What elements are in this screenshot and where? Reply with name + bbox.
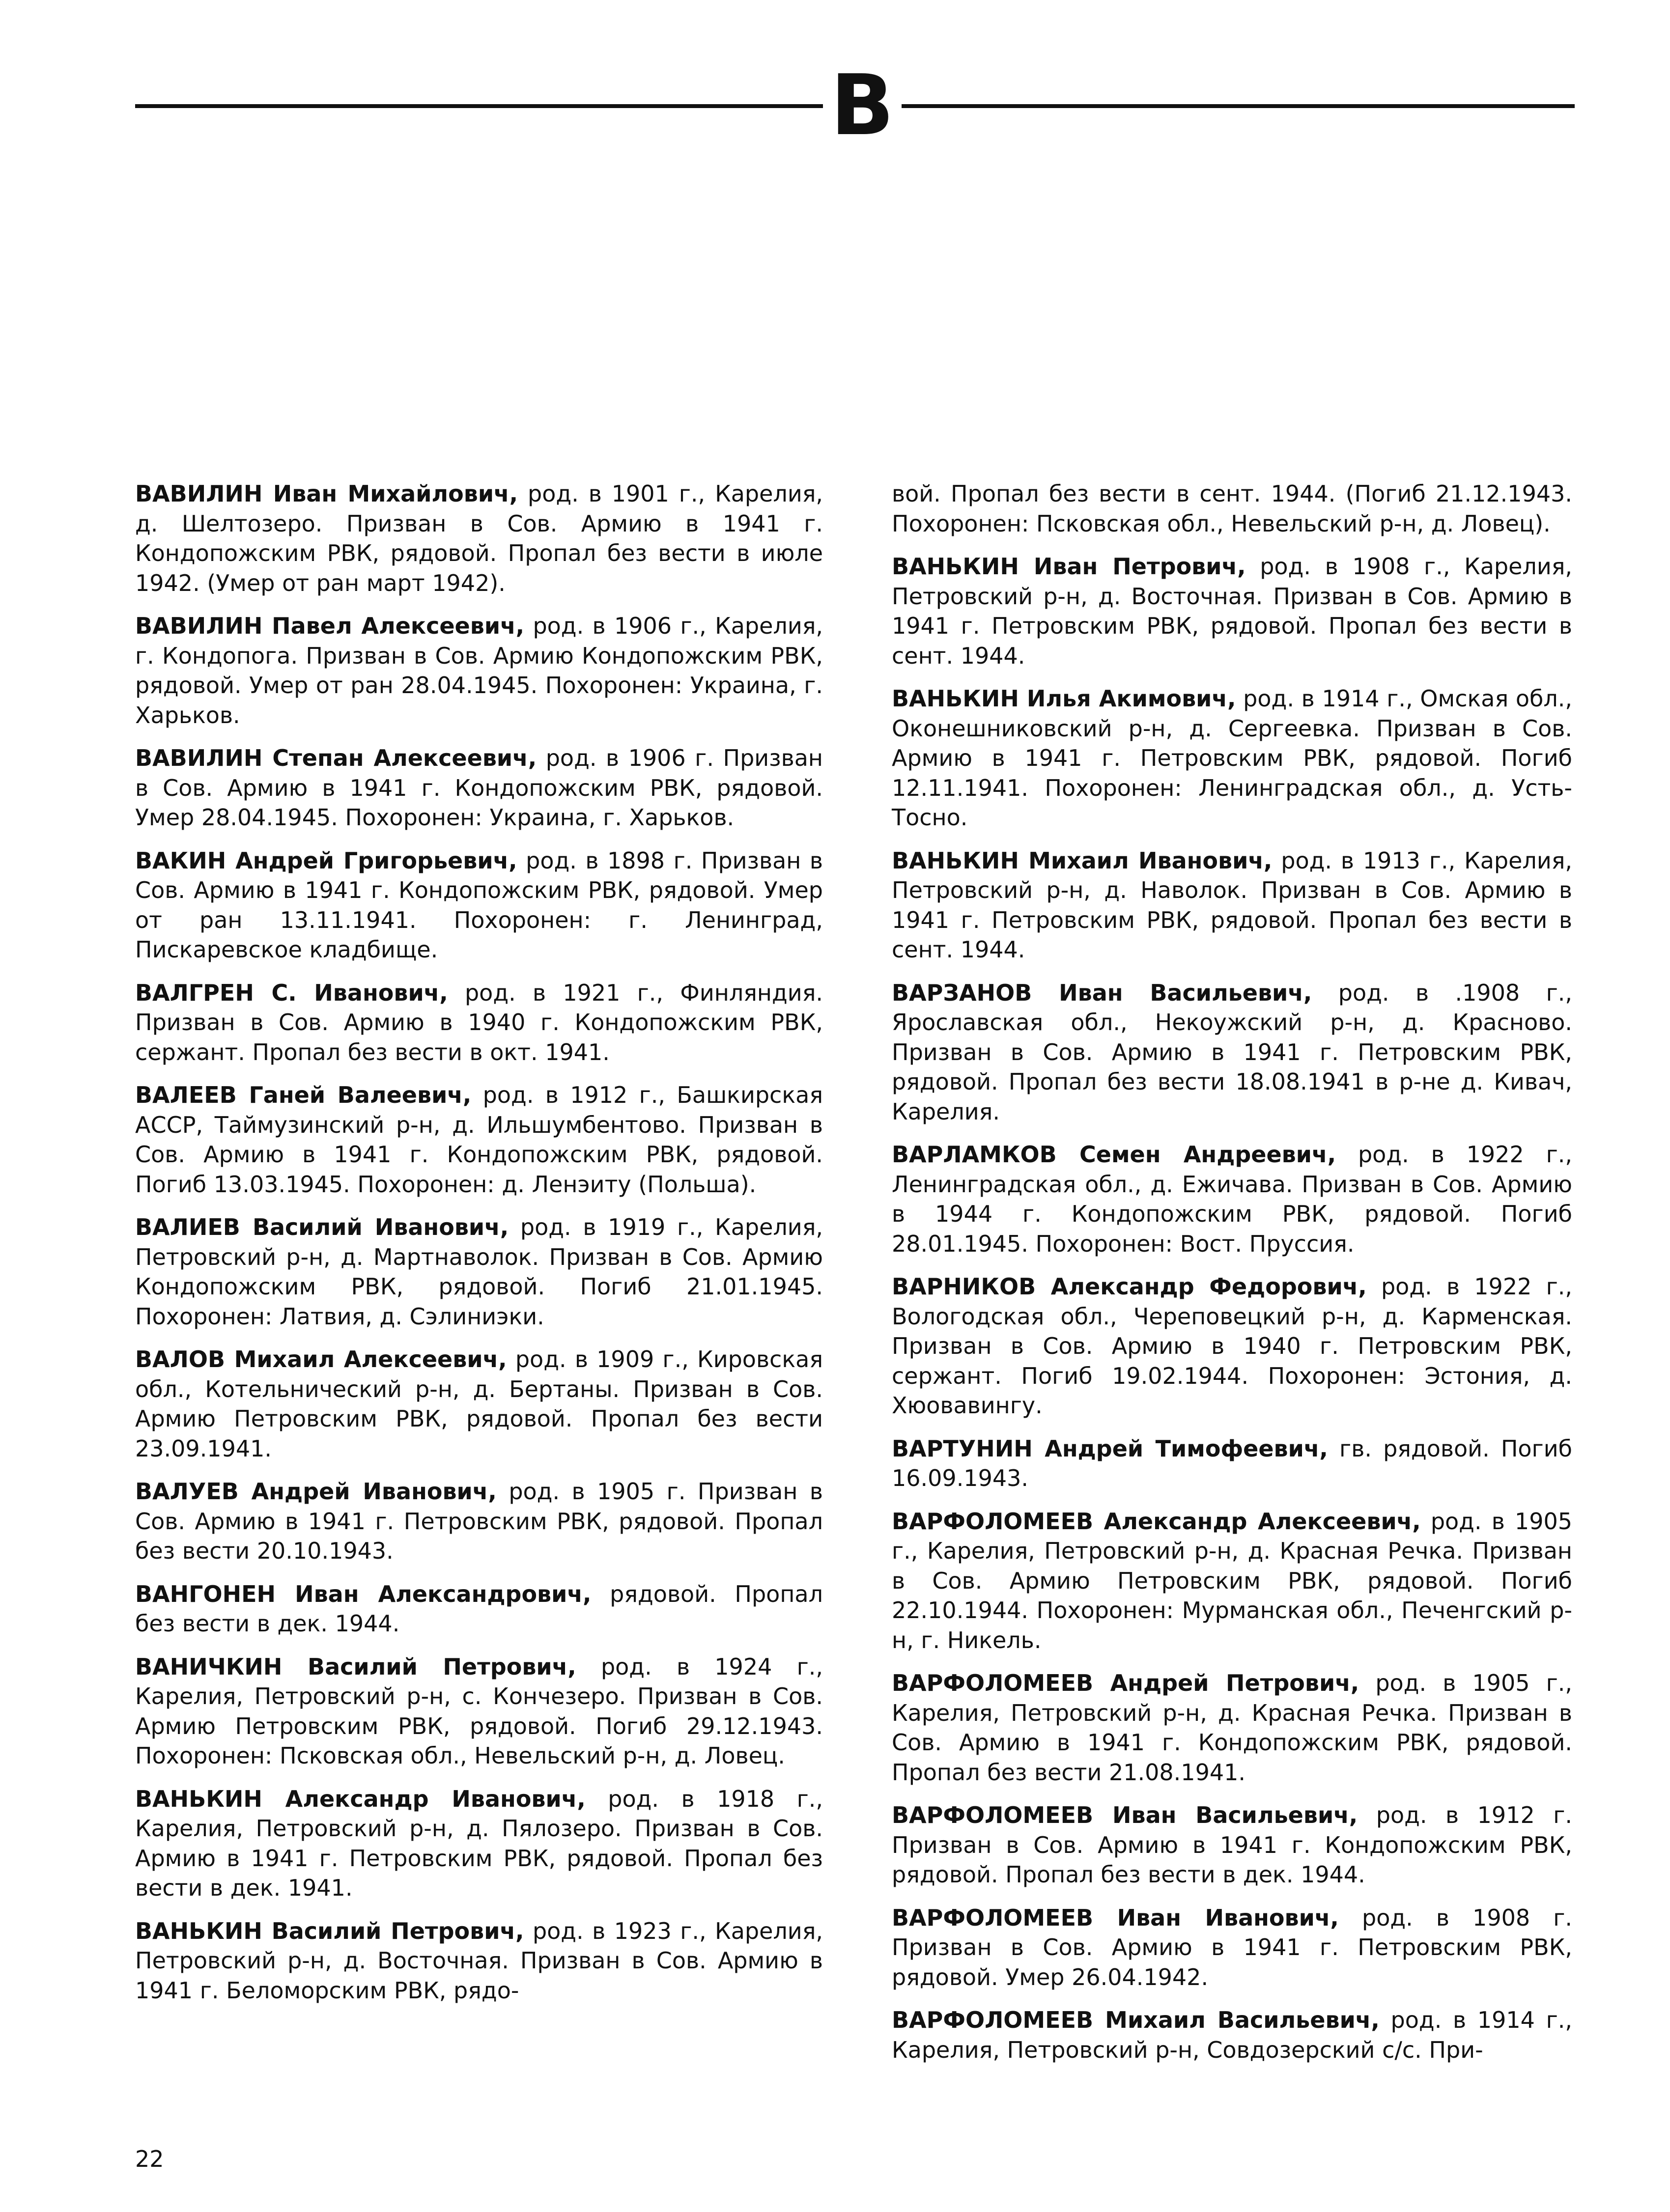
memorial-entry — [135, 611, 823, 730]
entry-name: ВАНЬКИН Александр Иванович, — [135, 1785, 586, 1812]
entry-details: род. в .1908 г., Ярославская обл., Некоужский р-н, д. Красново. Призван в Сов. Армию в 1941 г. Петровским РВК, рядовой. Пропал без вести 18.08.1941 в р-не д. Кивач, Карелия. — [892, 979, 1572, 1125]
entry-name: ВАРЗАНОВ Иван Васильевич, — [892, 979, 1312, 1006]
memorial-entry — [892, 1668, 1572, 1787]
entry-name: ВАРЛАМКОВ Семен Андреевич, — [892, 1141, 1336, 1168]
entry-details: род. в 1908 г. Призван в Сов. Армию в 1941 г. Петровским РВК, рядовой. Умер 26.04.1942. — [892, 1904, 1573, 1990]
memorial-entry — [135, 978, 823, 1067]
entry-details: род. в 1922 г., Вологодская обл., Череповецкий р-н, д. Карменская. Призван в Сов. Армию в 1940 г. Петровским РВК, сержант. Погиб 19.02.1944. Похоронен: Эстония, д. Хюовавингу. — [892, 1273, 1572, 1419]
entry-name: ВАРТУНИН Андрей Тимофеевич, — [892, 1435, 1328, 1462]
memorial-entry — [892, 1272, 1572, 1421]
entry-details: род. в 1905 г., Карелия, Петровский р-н, д. Красная Речка. Призван в Сов. Армию Петровским РВК, рядовой. Погиб 22.10.1944. Похоронен: Мурманская обл., Печенгский р-н, г. Никель. — [892, 1508, 1572, 1653]
memorial-entry — [892, 1140, 1572, 1259]
memorial-entry — [135, 1652, 823, 1771]
entry-details: род. в 1906 г. Призван в Сов. Армию в 1941 г. Кондопожским РВК, рядовой. Умер 28.04.1945. Похоронен: Украина, г. Харьков. — [135, 745, 823, 831]
entry-details: род. в 1918 г., Карелия, Петровский р-н, д. Пялозеро. Призван в Сов. Армию в 1941 г. Петровским РВК, рядовой. Пропал без вести в дек. 1941. — [135, 1785, 823, 1901]
memorial-entry — [135, 1477, 823, 1566]
entry-details: род. в 1922 г., Ленинградская обл., д. Ежичава. Призван в Сов. Армию в 1944 г. Кондопожским РВК, рядовой. Погиб 28.01.1945. Похоронен: Вост. Пруссия. — [892, 1141, 1572, 1257]
entry-details: род. в 1914 г., Омская обл., Оконешниковский р-н, д. Сергеевка. Призван в Сов. Армию в 1941 г. Петровским РВК, рядовой. Погиб 12.11.1941. Похоронен: Ленинградская обл., д. Усть-Тосно. — [892, 685, 1573, 831]
section-letter: В — [830, 57, 894, 154]
entry-name: ВАНЬКИН Михаил Иванович, — [892, 847, 1273, 874]
entry-details: гв. рядовой. Погиб 16.09.1943. — [892, 1435, 1572, 1491]
memorial-entry — [892, 684, 1572, 833]
entry-name: ВАЛГРЕН С. Иванович, — [135, 979, 448, 1006]
entry-details: род. в 1905 г., Карелия, Петровский р-н, д. Красная Речка. Призван в Сов. Армию в 1941 г. Кондопожским РВК, рядовой. Пропал без вести 21.08.1941. — [892, 1670, 1572, 1786]
entry-details: рядовой. Пропал без вести в дек. 1944. — [135, 1580, 823, 1637]
entry-details: род. в 1924 г., Карелия, Петровский р-н, с. Кончезеро. Призван в Сов. Армию Петровским РВК, рядовой. Погиб 29.12.1943. Похоронен: Псковская обл., Невельский р-н, д. Ловец. — [135, 1653, 823, 1769]
entry-name: ВАНЬКИН Василий Петрович, — [135, 1917, 524, 1944]
entry-name: ВАРФОЛОМЕЕВ Михаил Васильевич, — [892, 2007, 1380, 2033]
memorial-entry — [135, 1784, 823, 1903]
memorial-entry — [892, 1800, 1572, 1890]
memorial-entry — [135, 846, 823, 965]
entry-details: род. в 1923 г., Карелия, Петровский р-н, д. Восточная. Призван в Сов. Армию в 1941 г. Беломорским РВК, рядо- — [135, 1917, 823, 2004]
entry-name: ВАКИН Андрей Григорьевич, — [135, 847, 517, 874]
memorial-entry — [892, 2005, 1572, 2065]
memorial-entry — [892, 1434, 1572, 1493]
entry-name: ВАРФОЛОМЕЕВ Александр Алексеевич, — [892, 1508, 1421, 1535]
entry-details: род. в 1912 г. Призван в Сов. Армию в 1941 г. Кондопожским РВК, рядовой. Пропал без вести в дек. 1944. — [892, 1802, 1572, 1888]
memorial-entry — [135, 743, 823, 833]
memorial-entry — [135, 479, 823, 598]
continuation-text: вой. Пропал без вести в сент. 1944. (Погиб 21.12.1943. Похоронен: Псковская обл., Невельский р-н, д. Ловец). — [892, 480, 1572, 537]
entry-name: ВАВИЛИН Иван Михайлович, — [135, 480, 518, 507]
memorial-entry — [892, 1507, 1572, 1655]
entry-name: ВАЛИЕВ Василий Иванович, — [135, 1214, 509, 1240]
memorial-entry — [135, 1344, 823, 1463]
entry-details: род. в 1908 г., Карелия, Петровский р-н, д. Восточная. Призван в Сов. Армию в 1941 г. Петровским РВК, рядовой. Пропал без вести в сент. 1944. — [892, 553, 1573, 669]
header-rule-left — [135, 104, 823, 108]
entry-name: ВАЛЕЕВ Ганей Валеевич, — [135, 1082, 472, 1108]
left-column — [135, 479, 823, 2018]
entry-name: ВАНЬКИН Иван Петрович, — [892, 553, 1246, 580]
entry-details: род. в 1914 г., Карелия, Петровский р-н, Совдозерский с/с. При- — [892, 2007, 1572, 2063]
memorial-entry — [135, 1212, 823, 1331]
entry-name: ВАРФОЛОМЕЕВ Иван Иванович, — [892, 1904, 1339, 1931]
entry-details: род. в 1921 г., Финляндия. Призван в Сов. Армию в 1940 г. Кондопожским РВК, сержант. Пропал без вести в окт. 1941. — [135, 979, 823, 1065]
entry-details: род. в 1905 г. Призван в Сов. Армию в 1941 г. Петровским РВК, рядовой. Пропал без вести 20.10.1943. — [135, 1478, 823, 1564]
memorial-entry — [892, 846, 1572, 965]
entry-details: род. в 1912 г., Башкирская АССР, Таймузинский р-н, д. Ильшумбентово. Призван в Сов. Армию в 1941 г. Кондопожским РВК, рядовой. Погиб 13.03.1945. Похоронен: д. Ленэиту (Польша). — [135, 1082, 823, 1198]
entry-details: род. в 1906 г., Карелия, г. Кондопога. Призван в Сов. Армию Кондопожским РВК, рядовой. Умер от ран 28.04.1945. Похоронен: Украина, г. Харьков. — [135, 613, 823, 728]
entry-details: род. в 1919 г., Карелия, Петровский р-н, д. Мартнаволок. Призван в Сов. Армию Кондопожским РВК, рядовой. Погиб 21.01.1945. Похоронен: Латвия, д. Сэлиниэки. — [135, 1214, 823, 1330]
entry-name: ВАРФОЛОМЕЕВ Андрей Петрович, — [892, 1670, 1359, 1696]
entry-details: род. в 1909 г., Кировская обл., Котельнический р-н, д. Бертаны. Призван в Сов. Армию Петровским РВК, рядовой. Пропал без вести 23.09.1941. — [135, 1346, 823, 1462]
entry-name: ВАВИЛИН Павел Алексеевич, — [135, 613, 525, 639]
memorial-entry — [892, 552, 1572, 671]
entry-name: ВАЛУЕВ Андрей Иванович, — [135, 1478, 497, 1505]
entry-name: ВАЛОВ Михаил Алексеевич, — [135, 1346, 507, 1372]
right-entries — [892, 552, 1572, 2065]
entry-name: ВАВИЛИН Степан Алексеевич, — [135, 745, 537, 771]
page-number: 22 — [135, 2146, 164, 2172]
entry-details: род. в 1898 г. Призван в Сов. Армию в 1941 г. Кондопожским РВК, рядовой. Умер от ран 13.11.1941. Похоронен: г. Ленинград, Пискаревское кладбище. — [135, 847, 823, 963]
memorial-entry — [135, 1579, 823, 1639]
memorial-entry — [892, 1903, 1572, 1992]
memorial-entry — [135, 1080, 823, 1199]
entry-details: род. в 1901 г., Карелия, д. Шелтозеро. Призван в Сов. Армию в 1941 г. Кондопожским РВК, рядовой. Пропал без вести в июле 1942. (Умер от ран март 1942). — [135, 480, 823, 596]
right-column — [892, 479, 1572, 2078]
entry-name: ВАРНИКОВ Александр Федорович, — [892, 1273, 1367, 1300]
memorial-entry — [892, 978, 1572, 1127]
entry-name: ВАНЬКИН Илья Акимович, — [892, 685, 1236, 712]
memorial-entry — [135, 1916, 823, 2006]
header-rule-right — [902, 104, 1575, 108]
entry-details: род. в 1913 г., Карелия, Петровский р-н, д. Наволок. Призван в Сов. Армию в 1941 г. Петровским РВК, рядовой. Пропал без вести в сент. 1944. — [892, 847, 1573, 963]
entry-name: ВАРФОЛОМЕЕВ Иван Васильевич, — [892, 1802, 1358, 1828]
entry-name: ВАНИЧКИН Василий Петрович, — [135, 1653, 576, 1680]
entry-name: ВАНГОНЕН Иван Александрович, — [135, 1580, 592, 1607]
section-header — [0, 0, 1670, 157]
